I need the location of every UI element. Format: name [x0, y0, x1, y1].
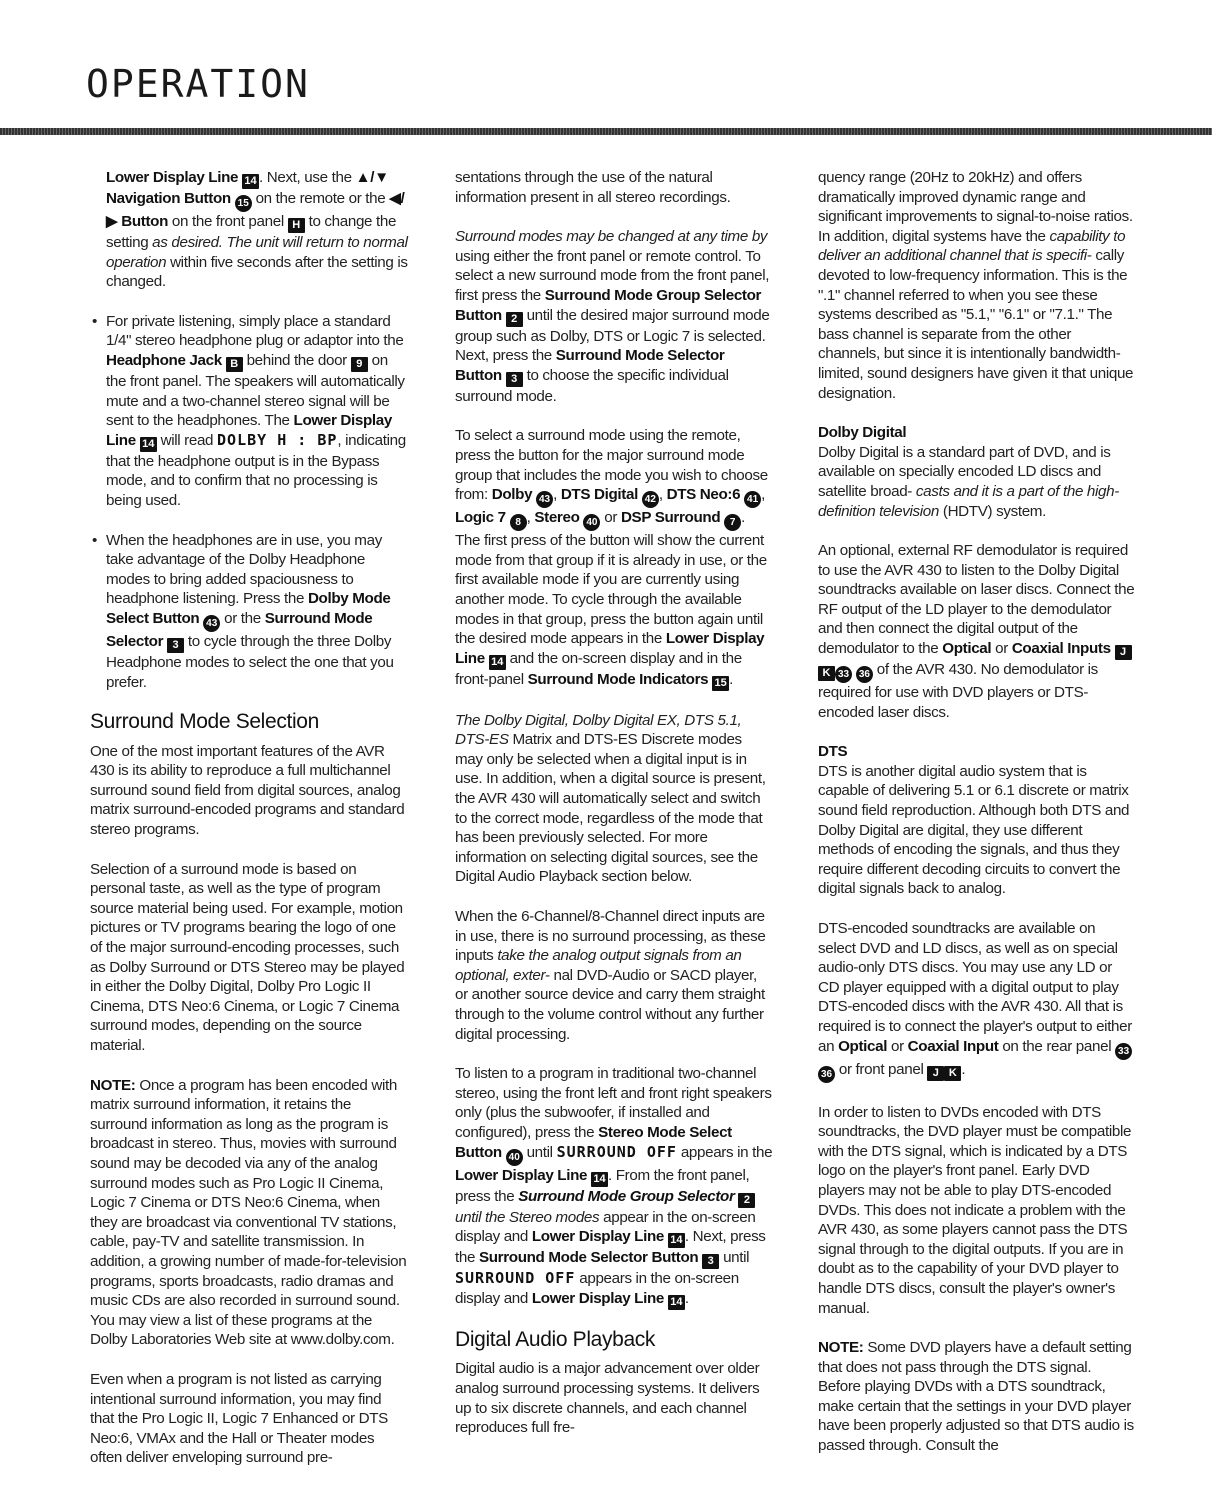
- ref-marker: 7: [724, 514, 741, 531]
- ref-marker: 41: [744, 491, 761, 508]
- ref-marker: J: [1115, 645, 1132, 660]
- paragraph-remote: To select a surround mode using the remote, press the button for the major surround mode group that includes the mode you wish to choose from: Dolby 43 , DTS Digital 42 , DTS Neo:6 41 , Logic 7 8 , Stereo 40 or DSP Surround 7 . The first press of the button will show the current mode from that group if it is already in use, or the first available mode if you are currently using another mode. To cycle through the available modes in that group, press the button again until the desired mode appears in the Lower Display Line 14 and the on-screen display and in the front-panel Surround Mode Indicators 15 .: [455, 427, 768, 689]
- ref-marker: 43: [203, 615, 220, 632]
- ref-marker: K: [818, 666, 835, 681]
- paragraph-dts-discs: DTS-encoded soundtracks are available on select DVD and LD discs, as well as on special audio-only DTS discs. You may use any LD or CD player equipped with a digital output to play DTS-encoded discs with the AVR 430. All that is required is to connect the player's output to either an Optical or Coaxial Input on the rear panel 3336 or front panel J K .: [818, 919, 1136, 1083]
- bullet-dolby-headphone: • When the headphones are in use, you may take advantage of the Dolby Headphone modes to bring added spaciousness to headphone listening. Press the Dolby Mode Select Button 43 or the Surround Mode Selector 3 to cycle through the three Dolby Headphone modes to select the one that you prefer.: [92, 531, 394, 691]
- bullet-headphone: • For private listening, simply place a standard 1/4" stereo headphone plug or adaptor into the Headphone Jack B behind the door 9 on the front panel. The speakers will automatically mute and a two-channel stereo signal will be sent to the headphones. The Lower Display Line 14 will read DOLBY H : BP, indicating that the headphone output is in the Bypass mode, and to confirm that no processing is being used.: [92, 312, 406, 509]
- column-3: [818, 168, 1136, 1476]
- page-title: OPERATION: [86, 62, 310, 106]
- ref-marker: K: [944, 1066, 961, 1081]
- ref-marker: 14: [591, 1172, 608, 1187]
- display-readout: DOLBY H : BP: [217, 430, 338, 449]
- ref-marker: 8: [510, 514, 527, 531]
- heading-surround-mode-selection: Surround Mode Selection: [90, 710, 319, 734]
- paragraph: One of the most important features of the AVR 430 is its ability to reproduce a full multichannel surround sound field from digital sources, analog matrix surround-encoded programs and standard stereo programs.: [90, 742, 405, 839]
- ref-marker: 14: [489, 655, 506, 670]
- column-2: [455, 168, 773, 1458]
- ref-marker: 14: [242, 174, 259, 189]
- ref-marker: 3: [506, 372, 523, 387]
- paragraph-dolby-digital: Dolby Digital is a standard part of DVD, and is available on specially encoded LD discs and satellite broad- casts and it is a part of the high-definition television (HDTV) system.: [818, 443, 1119, 520]
- ref-marker: 40: [583, 514, 600, 531]
- display-readout: SURROUND OFF: [556, 1142, 677, 1161]
- paragraph: In order to listen to DVDs encoded with DTS soundtracks, the DVD player must be compatible with the DTS signal, which is indicated by a DTS logo on the player's front panel. Early DVD players may not be able to play DTS-encoded DVDs. This does not indicate a problem with the AVR 430, as some players cannot pass the DTS signal through to the digital outputs. If you are in doubt as to the capability of your DVD player to handle DTS discs, consult the player's owner's manual.: [818, 1103, 1132, 1317]
- heading-dolby-digital: Dolby Digital: [818, 424, 907, 442]
- note-paragraph: NOTE: Some DVD players have a default setting that does not pass through the DTS signal. Before playing DVDs with a DTS soundtrack, make certain that the settings in your DVD player have been properly adjusted so that DTS audio is passed through. Consult the: [818, 1339, 1134, 1455]
- ref-marker: 14: [140, 437, 157, 452]
- bullet-icon: •: [92, 531, 97, 549]
- paragraph: Selection of a surround mode is based on personal taste, as well as the type of program source material being used. For example, motion pictures or TV programs bearing the logo of one of the major surround-encoding processes, such as Dolby Surround or DTS Stereo may be played in either the Dolby Digital, Dolby Pro Logic II Cinema, DTS Neo:6 Cinema, or Logic 7 Cinema surround modes, depending on the source material.: [90, 860, 405, 1054]
- ref-marker: 2: [738, 1193, 755, 1208]
- column-1: [90, 168, 408, 1488]
- bullet-icon: •: [92, 312, 97, 330]
- ref-marker: 33: [835, 666, 852, 683]
- ref-marker: 2: [506, 312, 523, 327]
- paragraph: Digital audio is a major advancement over older analog surround processing systems. It delivers up to six discrete channels, and each channel reproduces full fre-: [455, 1360, 760, 1437]
- ref-marker: 3: [702, 1254, 719, 1269]
- paragraph-display-setting: Lower Display Line 14 . Next, use the ▲/▼ Navigation Button 15 on the remote or the ◀/▶ Button on the front panel H to change the setting as desired. The unit will return to normal operation within five seconds after the setting is changed.: [106, 169, 408, 291]
- paragraph-front-panel: Surround modes may be changed at any time by using either the front panel or remote control. To select a new surround mode from the front panel, first press the Surround Mode Group Selector Button 2 until the desired major surround mode group such as Dolby, DTS or Logic 7 is selected. Next, press the Surround Mode Selector Button 3 to choose the specific individual surround mode.: [455, 228, 770, 405]
- ref-marker: 3: [167, 638, 184, 653]
- paragraph-rf-demodulator: An optional, external RF demodulator is required to use the AVR 430 to listen to the Dolby Digital soundtracks available on laser discs. Connect the RF output of the LD player to the demodulator and then connect the digital output of the demodulator to the Optical or Coaxial Inputs JK 33 36 of the AVR 430. No demodulator is required for use with DVD players or DTS-encoded laser discs.: [818, 542, 1135, 721]
- paragraph-stereo: To listen to a program in traditional two-channel stereo, using the front left and front right speakers only (plus the subwoofer, if installed and configured), press the Stereo Mode Select Button 40 until SURROUND OFF appears in the Lower Display Line 14 . From the front panel, press the Surround Mode Group Selector 2 until the Stereo modes appear in the on-screen display and Lower Display Line 14 . Next, press the Surround Mode Selector Button 3 until SURROUND OFF appears in the on-screen display and Lower Display Line 14 .: [455, 1065, 773, 1308]
- paragraph-digital-modes: The Dolby Digital, Dolby Digital EX, DTS 5.1, DTS-ES Matrix and DTS-ES Discrete modes may only be selected when a digital input is in use. In addition, when a digital source is present, the AVR 430 will automatically select and switch to the correct mode, regardless of the mode that has been previously selected. For more information on selecting digital sources, see the Digital Audio Playback section below.: [455, 711, 766, 886]
- ref-marker: 9: [351, 357, 368, 372]
- paragraph-direct-inputs: When the 6-Channel/8-Channel direct inputs are in use, there is no surround processing, as these inputs take the analog output signals from an optional, exter- nal DVD-Audio or SACD player, or another source device and carry them straight through to the volume control without any further digital processing.: [455, 908, 766, 1043]
- heading-digital-audio-playback: Digital Audio Playback: [455, 1327, 656, 1351]
- display-readout: SURROUND OFF: [455, 1269, 576, 1288]
- heading-dts: DTS: [818, 743, 848, 761]
- paragraph: DTS is another digital audio system that is capable of delivering 5.1 or 6.1 discrete or matrix sound field reproduction. Although both DTS and Dolby Digital are digital, they use different methods of encoding the signals, and thus they require different decoding circuits to convert the digital signals back to analog.: [818, 762, 1130, 898]
- ref-marker: 14: [668, 1295, 685, 1310]
- ref-marker: 15: [235, 195, 252, 212]
- ref-marker: 33: [1115, 1043, 1132, 1060]
- paragraph: Even when a program is not listed as carrying intentional surround information, you may find that the Pro Logic II, Logic 7 Enhanced or DTS Neo:6, VMAx and the Hall or Theater modes often deliver enveloping surround pre-: [90, 1370, 388, 1467]
- header-rule: [0, 128, 1212, 135]
- ref-marker: 40: [506, 1149, 523, 1166]
- note-label: NOTE:: [90, 1076, 136, 1094]
- ref-marker: 42: [642, 491, 659, 508]
- ref-marker: J: [927, 1066, 944, 1081]
- note-paragraph: NOTE: Once a program has been encoded with matrix surround information, it retains the surround information as long as the program is broadcast in stereo. Thus, movies with surround sound may be decoded via any of the analog surround modes such as Pro Logic II Cinema, Logic 7 Cinema or DTS Neo:6 Cinema, when they are broadcast via conventional TV stations, cable, pay-TV and satellite transmission. In addition, a growing number of made-for-television programs, sports broadcasts, radio dramas and music CDs are also recorded in surround sound. You may view a list of these programs at the Dolby Laboratories Web site at www.dolby.com.: [90, 1076, 407, 1349]
- ref-marker: B: [226, 357, 243, 372]
- ref-marker: 15: [712, 676, 729, 691]
- note-label: NOTE:: [818, 1339, 864, 1357]
- ref-marker: 43: [536, 491, 553, 508]
- ref-marker: 36: [818, 1066, 835, 1083]
- ref-marker: 14: [668, 1233, 685, 1248]
- paragraph-digital-intro: quency range (20Hz to 20kHz) and offers dramatically improved dynamic range and significant improvements to signal-to-noise ratios. In addition, digital systems have the capability to deliver an additional channel that is specifi- cally devoted to low-frequency information. This is the ".1" channel referred to when you see these systems described as "5.1," "6.1" or "7.1." The bass channel is separate from the other channels, but since it is intentionally bandwidth-limited, sound designers have given it that unique designation.: [818, 169, 1134, 402]
- arrow-up-down-icon: ▲/▼: [355, 169, 389, 186]
- ref-marker: 36: [856, 666, 873, 683]
- paragraph: sentations through the use of the natural information present in all stereo recordings.: [455, 169, 731, 206]
- arrow-left-right-icon: ◀/▶: [106, 190, 405, 230]
- ref-marker: H: [288, 218, 305, 233]
